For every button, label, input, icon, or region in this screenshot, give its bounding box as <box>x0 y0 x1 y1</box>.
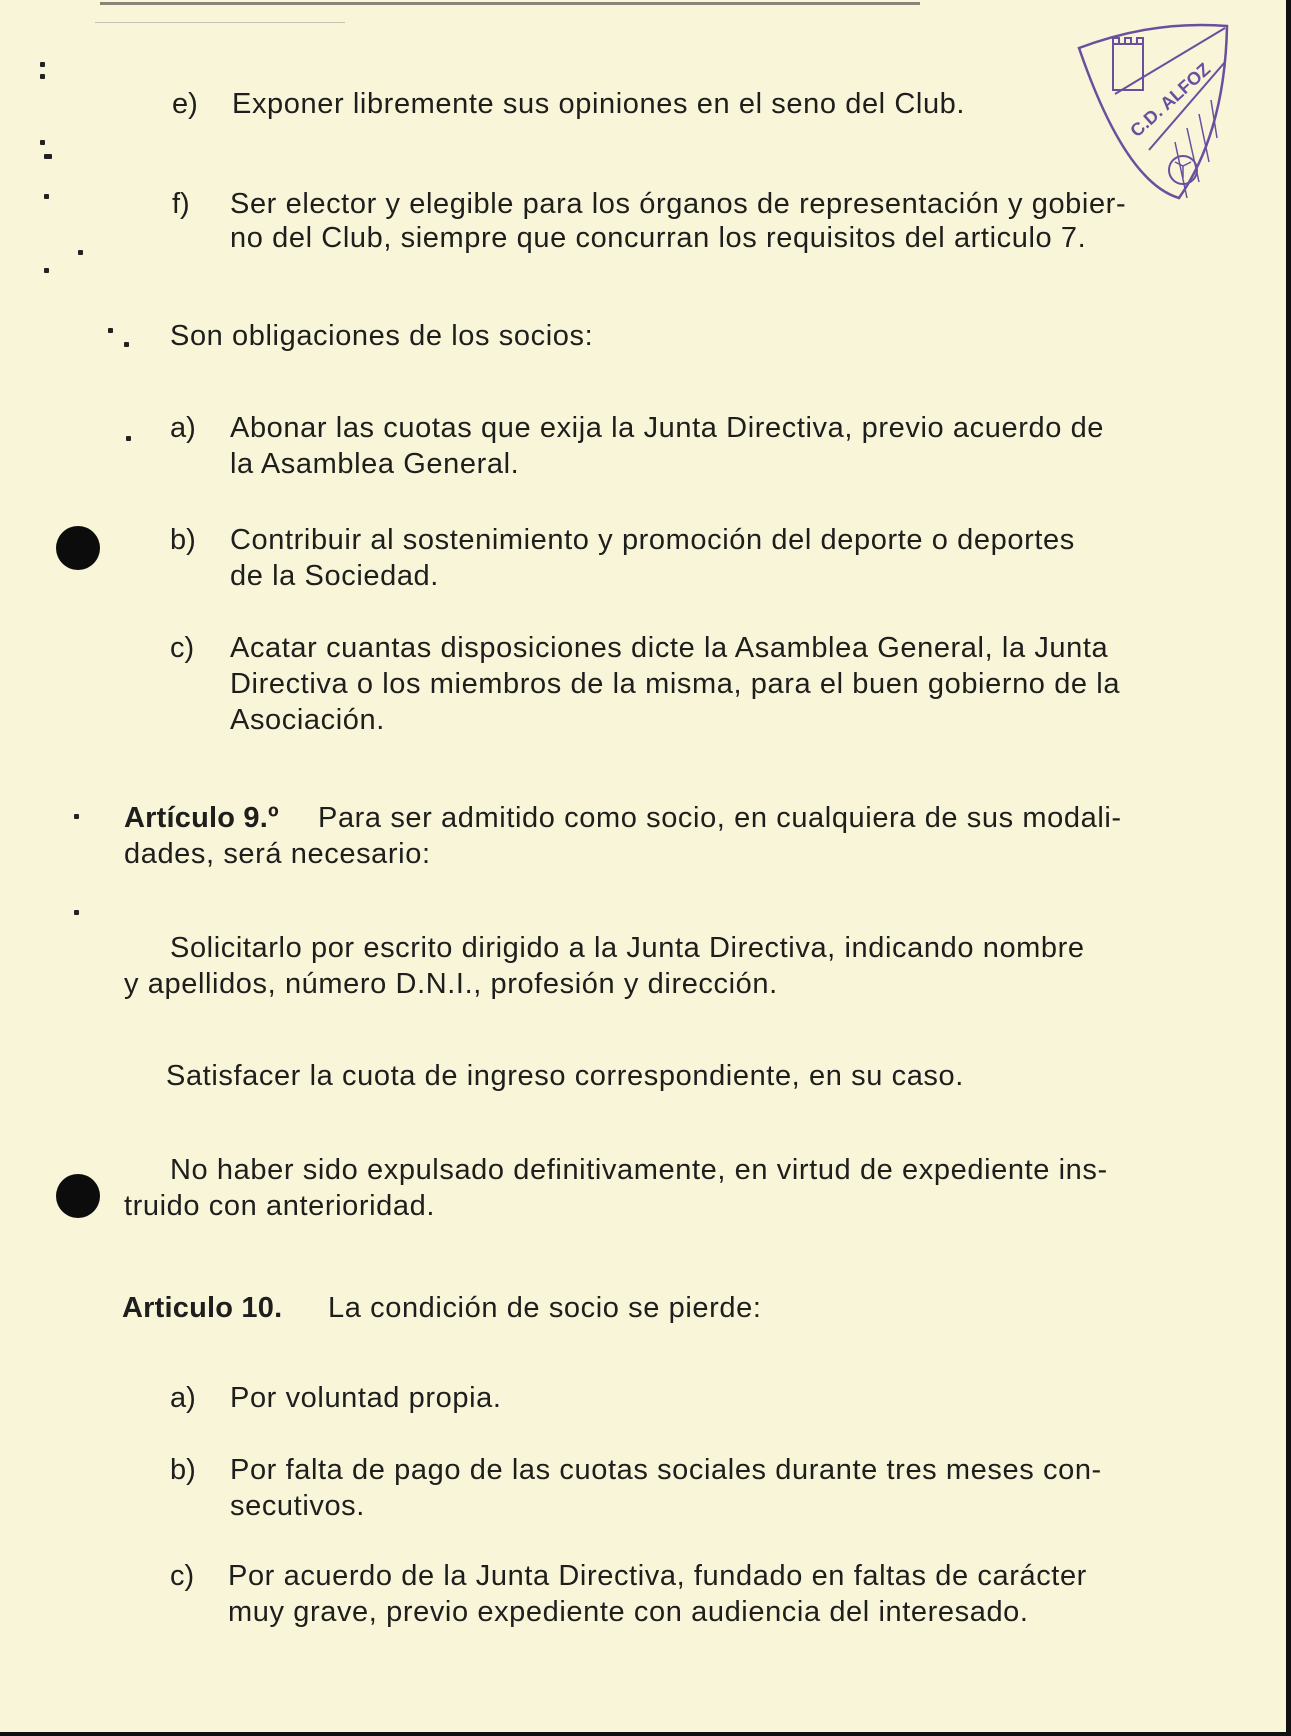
article-text-line: Para ser admitido como socio, en cualquiera de sus modali- <box>318 802 1122 834</box>
item-label: a) <box>170 412 196 444</box>
obligations-intro: Son obligaciones de los socios: <box>170 320 594 352</box>
item-text-line: de la Sociedad. <box>230 560 439 592</box>
item-text-line: Ser elector y elegible para los órganos de representación y gobier- <box>230 188 1127 220</box>
article-text-line: La condición de socio se pierde: <box>328 1292 762 1324</box>
item-text-line: Contribuir al sostenimiento y promoción del deporte o deportes <box>230 524 1075 556</box>
item-text-line: muy grave, previo expediente con audiencia del interesado. <box>228 1596 1029 1628</box>
margin-speck <box>78 250 83 255</box>
item-label: c) <box>170 632 195 664</box>
item-label: c) <box>170 1560 195 1592</box>
requirement-line: No haber sido expulsado definitivamente, en virtud de expediente ins- <box>170 1154 1108 1186</box>
item-text-line: Asociación. <box>230 704 385 736</box>
margin-speck <box>74 910 79 915</box>
article-heading: Articulo 10. <box>122 1292 283 1324</box>
item-label: e) <box>172 88 198 120</box>
club-stamp <box>1075 22 1231 202</box>
item-text-line: Por falta de pago de las cuotas sociales durante tres meses con- <box>230 1454 1102 1486</box>
item-text-line: Por acuerdo de la Junta Directiva, fundado en faltas de carácter <box>228 1560 1087 1592</box>
requirement-line: Satisfacer la cuota de ingreso correspondiente, en su caso. <box>166 1060 964 1092</box>
scan-edge-line <box>95 22 345 23</box>
item-text-line: Por voluntad propia. <box>230 1382 502 1414</box>
margin-speck <box>44 268 49 273</box>
margin-speck <box>124 342 129 347</box>
stamp-text: C.D. ALFOZ <box>1126 58 1215 141</box>
margin-speck <box>40 74 45 79</box>
item-text-line: Directiva o los miembros de la misma, para el buen gobierno de la <box>230 668 1121 700</box>
margin-speck <box>40 62 45 67</box>
margin-speck <box>126 436 131 441</box>
article-text-line: dades, será necesario: <box>124 838 431 870</box>
item-text-line: Acatar cuantas disposiciones dicte la Asamblea General, la Junta <box>230 632 1109 664</box>
item-label: b) <box>170 524 196 556</box>
item-text-line: secutivos. <box>230 1490 365 1522</box>
scan-edge-line <box>100 2 920 5</box>
punch-hole <box>56 526 100 570</box>
margin-speck <box>40 140 45 145</box>
article-heading: Artículo 9.º <box>124 802 279 834</box>
requirement-line: y apellidos, número D.N.I., profesión y dirección. <box>124 968 778 1000</box>
requirement-line: Solicitarlo por escrito dirigido a la Junta Directiva, indicando nombre <box>170 932 1085 964</box>
item-text-line: Abonar las cuotas que exija la Junta Directiva, previo acuerdo de <box>230 412 1105 444</box>
punch-hole <box>56 1174 100 1218</box>
requirement-line: truido con anterioridad. <box>124 1190 436 1222</box>
item-text-line: la Asamblea General. <box>230 448 520 480</box>
margin-speck <box>108 328 113 333</box>
margin-speck <box>44 154 52 159</box>
item-label: f) <box>172 188 190 220</box>
item-label: a) <box>170 1382 196 1414</box>
item-text-line: Exponer libremente sus opiniones en el seno del Club. <box>232 88 966 120</box>
margin-speck <box>44 194 49 199</box>
item-text-line: no del Club, siempre que concurran los requisitos del articulo 7. <box>230 222 1087 254</box>
margin-speck <box>74 814 79 819</box>
item-label: b) <box>170 1454 196 1486</box>
